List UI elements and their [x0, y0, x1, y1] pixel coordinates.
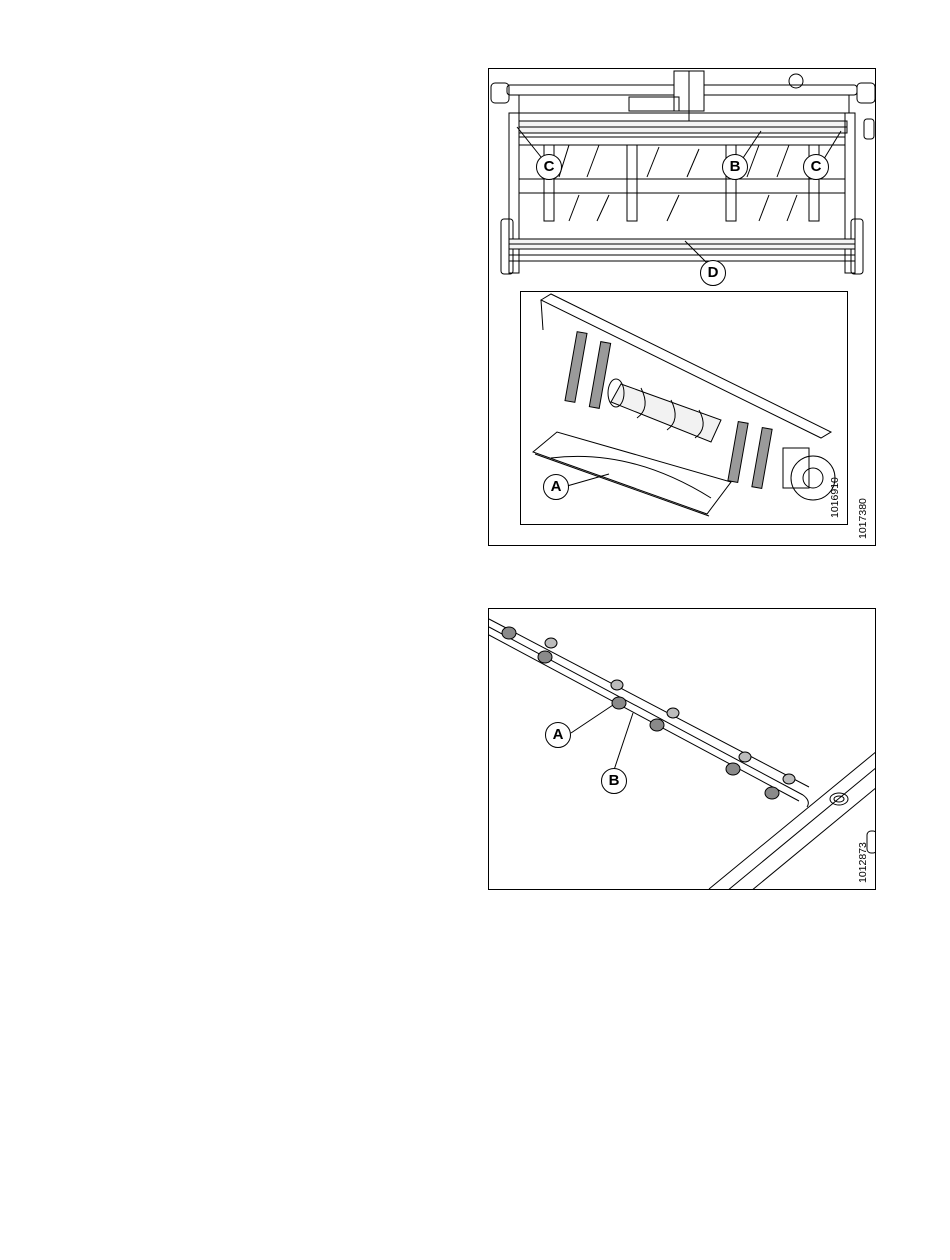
- inset-auger-illustration: [520, 291, 848, 525]
- figure-number: 1012873: [857, 842, 869, 883]
- figure-top: [488, 68, 876, 546]
- callout-b: B: [722, 154, 748, 180]
- callout-b: B: [601, 768, 627, 794]
- figure-number: 1017380: [857, 498, 869, 539]
- callout-c-right: C: [803, 154, 829, 180]
- callout-a: A: [545, 722, 571, 748]
- inset-figure-number: 1016910: [829, 477, 841, 518]
- auger-assembly-drawing: [521, 292, 848, 525]
- callout-a: A: [543, 474, 569, 500]
- figure-bottom: [488, 608, 876, 890]
- callout-c-left: C: [536, 154, 562, 180]
- callout-d: D: [700, 260, 726, 286]
- rail-and-bolts-illustration: [489, 609, 876, 890]
